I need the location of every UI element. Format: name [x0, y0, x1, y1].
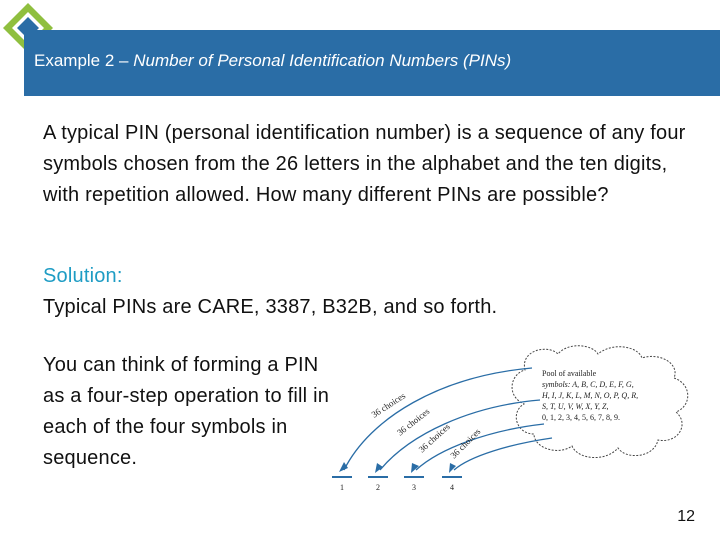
title-italic: Number of Personal Identification Numbers (PINs)	[133, 51, 512, 70]
solution-label: Solution:	[43, 265, 123, 287]
pin-choices-diagram	[320, 338, 710, 498]
slot-number: 3	[412, 483, 416, 492]
slot-number: 1	[340, 483, 344, 492]
pool-line: H, I, J, K, L, M, N, O, P, Q, R,	[542, 391, 639, 400]
solution-text: Typical PINs are CARE, 3387, B32B, and so forth.	[43, 296, 498, 318]
arrow-head	[449, 463, 456, 473]
choice-label: 36 choices	[395, 406, 432, 438]
pool-line: Pool of available	[542, 369, 597, 378]
pool-line: S, T, U, V, W, X, Y, Z,	[542, 402, 609, 411]
choice-label: 36 choices	[416, 421, 452, 455]
slot-number: 4	[450, 483, 454, 492]
title-prefix: Example 2 –	[34, 51, 134, 70]
choice-label: 36 choices	[448, 426, 483, 461]
page-number: 12	[677, 508, 695, 525]
pool-line: symbols: A, B, C, D, E, F, G,	[542, 380, 634, 389]
slot-number: 2	[376, 483, 380, 492]
explanation-text: You can think of forming a PIN as a four-step operation to fill in each of the four symbols in sequence.	[43, 354, 330, 469]
slide-title	[34, 50, 714, 72]
choice-label: 36 choices	[369, 390, 408, 420]
problem-statement: A typical PIN (personal identification number) is a sequence of any four symbols chosen from the 26 letters in the alphabet and the ten digits, with repetition allowed. How many different PINs are possible?	[43, 122, 686, 206]
pool-line: 0, 1, 2, 3, 4, 5, 6, 7, 8, 9.	[542, 413, 620, 422]
arrow-head	[339, 462, 348, 472]
